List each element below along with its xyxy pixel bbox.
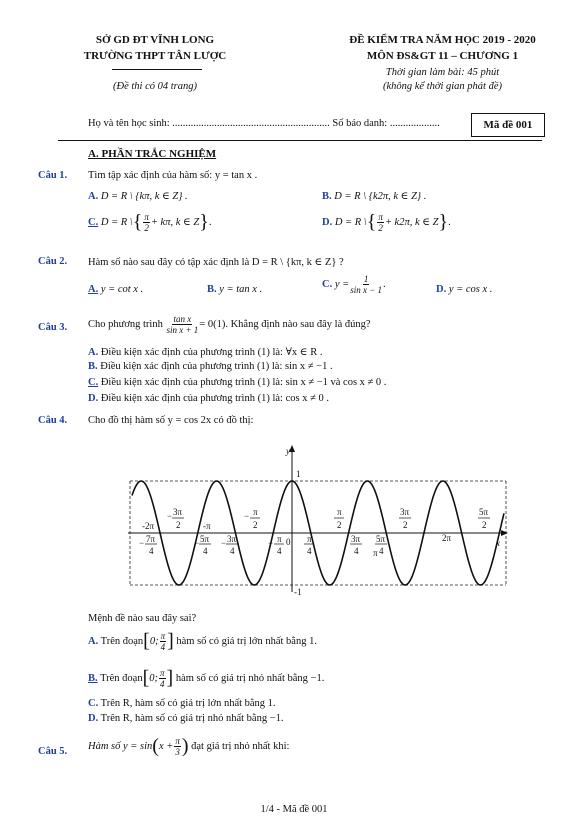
svg-text:−: − [221, 538, 227, 548]
q1-option-d: D. D = R \{ $\frac{\pi}{2}$ + k2π, k ∈ Z}. [322, 211, 451, 233]
q3-label: Câu 3. [38, 322, 68, 333]
q4-c-label: C. [88, 698, 99, 709]
svg-text:π: π [337, 507, 342, 517]
svg-text:−: − [167, 511, 173, 521]
q1-c-post: + kπ, k ∈ Z [150, 216, 200, 228]
svg-text:4: 4 [230, 546, 235, 556]
svg-text:2: 2 [403, 520, 408, 530]
q1-d-two: 2 [378, 223, 383, 233]
y-axis-label: y [286, 446, 290, 456]
q4-b-pi: π [160, 668, 165, 678]
x-axis-arrow [501, 530, 508, 536]
tick-minus-5pi-over-4 [194, 534, 211, 556]
svg-text:2: 2 [176, 520, 181, 530]
svg-text:5π: 5π [479, 507, 489, 517]
q2-option-a [88, 284, 143, 295]
label-minus-one: -1 [294, 587, 302, 597]
q4-option-c [88, 698, 276, 709]
q3-text [88, 314, 371, 335]
q4-a-pi: π [160, 631, 166, 641]
svg-text:−: − [194, 538, 200, 548]
svg-text:4: 4 [277, 546, 282, 556]
q4-d-label: D. [88, 713, 99, 724]
svg-text:7π: 7π [146, 534, 156, 544]
svg-text:2: 2 [253, 520, 258, 530]
q1-d-pre: D = R \ [334, 216, 367, 228]
q1-c-pi: π [144, 212, 149, 222]
q1-option-a [88, 190, 188, 202]
q1-option-b [322, 190, 426, 202]
q3-b-label: B. [88, 361, 98, 372]
q3-pre: Cho phương trình [88, 318, 163, 330]
svg-text:−: − [268, 538, 274, 548]
svg-text:−: − [139, 538, 145, 548]
q1-a-text: D = R \ {kπ, k ∈ Z} . [100, 191, 188, 202]
tick-minus-3pi-over-2 [167, 507, 184, 530]
svg-text:π: π [307, 534, 312, 544]
svg-text:2: 2 [337, 520, 342, 530]
q3-option-b [88, 361, 333, 372]
q3-option-c [88, 377, 386, 388]
svg-text:π: π [277, 534, 282, 544]
q4-b-zero: 0; [149, 672, 158, 684]
q1-c-label: C. [88, 216, 99, 228]
svg-text:2: 2 [482, 520, 487, 530]
q2-label: Câu 2. [38, 256, 68, 267]
exam-time-note: (không kể thời gian phát đề) [382, 81, 503, 92]
q2-b-text: y = tan x . [219, 284, 263, 295]
svg-text:4: 4 [379, 546, 384, 556]
q4-a-four: 4 [160, 642, 166, 652]
q2-c-num: 1 [363, 274, 369, 284]
q1-d-label: D. [322, 216, 333, 228]
svg-text:5π: 5π [200, 534, 210, 544]
q3-den: sin x + 1 [166, 325, 199, 335]
svg-text:π: π [373, 548, 378, 558]
tick-pi-over-2 [334, 507, 344, 530]
q3-post: = 0(1). Khẳng định nào sau đây là đúng? [199, 318, 371, 330]
svg-text:4: 4 [203, 546, 208, 556]
q4-option-d [88, 713, 284, 724]
tick-pi-label [373, 548, 378, 558]
q2-a-text: y = cot x . [100, 284, 144, 295]
label-origin: 0 [286, 537, 291, 547]
q5-text: Hàm số y = sin(x + $\frac{\pi}{3}$ ) đạt giá trị nhỏ nhất khi: [88, 735, 290, 757]
section-title: A. PHẦN TRẮC NGHIỆM [88, 148, 217, 160]
school-name: TRƯỜNG THPT TÂN LƯỢC [83, 50, 227, 62]
q5-three: 3 [175, 747, 180, 757]
q3-c-label: C. [88, 377, 99, 388]
tick-minus-3pi-over-4 [221, 534, 238, 556]
q4-option-a: A. Trên đoạn[0; $\frac{\pi}{4}$ ] hàm số có giá trị lớn nhất bằng 1. [88, 630, 317, 652]
q1-text: Tìm tập xác định của hàm số: y = tan x . [88, 170, 258, 181]
q3-b-text: Điều kiện xác định của phương trình (1) là: sin x ≠ −1 . [100, 361, 333, 372]
q4-b-pre: Trên đoạn [100, 672, 143, 684]
tick-minus-7pi-over-4 [139, 534, 157, 556]
q2-text: Hàm số nào sau đây có tập xác định là D = R \ {kπ, k ∈ Z} ? [88, 257, 344, 268]
q3-d-text: Điều kiện xác định của phương trình (1) là: cos x ≠ 0 . [100, 393, 329, 404]
tick-3pi-over-2 [399, 507, 411, 530]
q2-b-label: B. [207, 284, 217, 295]
q4-a-label: A. [88, 635, 99, 647]
svg-text:3π: 3π [400, 507, 410, 517]
label-minus-pi: -π [203, 521, 211, 531]
exam-time: Thời gian làm bài: 45 phút [385, 67, 500, 78]
q1-b-text: D = R \ {k2π, k ∈ Z} . [334, 191, 427, 202]
label-one: 1 [296, 469, 301, 479]
q5-post: đạt giá trị nhỏ nhất khi: [191, 740, 290, 752]
q5-pi: π [175, 736, 180, 746]
q3-a-text: Điều kiện xác định của phương trình (1) là: ∀x ∈ R . [100, 347, 323, 358]
q4-c-text: Trên R, hàm số có giá trị lớn nhất bằng 1. [100, 698, 276, 709]
cos2x-graph [126, 440, 510, 600]
tick-5pi-over-2 [478, 507, 490, 530]
q4-label: Câu 4. [38, 415, 68, 426]
label-minus-2pi: -2π [142, 521, 155, 531]
svg-text:4: 4 [307, 546, 312, 556]
q3-option-a [88, 346, 322, 358]
q3-d-label: D. [88, 393, 99, 404]
q1-a-label: A. [88, 191, 99, 202]
svg-text:4: 4 [149, 546, 154, 556]
q1-label: Câu 1. [38, 170, 68, 181]
q2-a-label: A. [88, 284, 99, 295]
q2-c-den: sin x − 1 [350, 285, 383, 295]
q1-d-post: + k2π, k ∈ Z [384, 216, 439, 228]
page-footer: 1/4 - Mã đề 001 [260, 804, 328, 815]
svg-text:3π: 3π [173, 507, 183, 517]
x-axis-label: x [496, 538, 500, 548]
q4-b-four: 4 [160, 679, 165, 689]
q4-text: Cho đồ thị hàm số y = cos 2x có đồ thị: [88, 415, 254, 426]
q4-b-post: hàm số có giá trị nhỏ nhất bằng −1. [175, 672, 325, 684]
svg-text:3π: 3π [227, 534, 237, 544]
dept-name: SỞ GD ĐT VĨNH LONG [95, 34, 215, 46]
label-2pi: 2π [442, 533, 452, 543]
q4-b-label: B. [88, 672, 98, 684]
q2-option-c: C. y = $\frac{1}{\text{sin x − 1}}$ . [322, 274, 386, 295]
q1-c-pre: D = R \ [100, 216, 133, 228]
tick-minus-pi-over-4 [268, 534, 284, 556]
q4-a-post: hàm số có giá trị lớn nhất bằng 1. [176, 635, 317, 647]
svg-text:3π: 3π [351, 534, 361, 544]
q4-option-b: B. Trên đoạn[0; $\frac{\pi}{4}$ ] hàm số có giá trị nhỏ nhất bằng −1. [88, 667, 325, 689]
tick-minus-pi-over-2 [244, 507, 260, 530]
q3-num: tan x [173, 314, 192, 324]
q4-a-pre: Trên đoạn [100, 635, 144, 647]
q5-x-plus: x + [158, 740, 174, 752]
q2-option-b [207, 284, 262, 295]
exam-subject: MÔN ĐS&GT 11 – CHƯƠNG 1 [366, 50, 519, 62]
q3-a-label: A. [88, 347, 99, 358]
q2-d-label: D. [436, 284, 447, 295]
q2-d-text: y = cos x . [448, 284, 493, 295]
exam-title: ĐỀ KIỂM TRA NĂM HỌC 2019 - 2020 [349, 34, 536, 46]
q4-a-zero: 0; [149, 635, 159, 647]
q5-label: Câu 5. [38, 746, 68, 757]
q1-option-c: C. D = R \{ $\frac{\pi}{2}$ + kπ, k ∈ Z}. [88, 211, 212, 233]
q1-b-label: B. [322, 191, 332, 202]
q4-question: Mệnh đề nào sau đây sai? [88, 613, 197, 624]
svg-text:π: π [253, 507, 258, 517]
svg-text:5π: 5π [376, 534, 386, 544]
svg-text:−: − [244, 511, 250, 521]
header-left-rule [112, 69, 202, 70]
tick-3pi-over-4 [350, 534, 362, 556]
header-divider [58, 140, 542, 141]
svg-text:4: 4 [354, 546, 359, 556]
q4-d-text: Trên R, hàm số có giá trị nhỏ nhất bằng −1. [100, 713, 284, 724]
q2-c-pre: y = [334, 278, 350, 290]
q2-c-label: C. [322, 278, 333, 290]
page-count-note: (Đề thi có 04 trang) [113, 81, 197, 92]
q3-option-d [88, 393, 329, 404]
student-info-line: Họ và tên học sinh: ............................................................ Số báo danh: ................... [88, 118, 440, 129]
exam-code-box: Mã đề 001 [471, 113, 545, 137]
q5-pre: Hàm số y = sin [88, 740, 153, 752]
q3-c-text: Điều kiện xác định của phương trình (1) là: sin x ≠ −1 và cos x ≠ 0 . [100, 377, 387, 388]
q2-option-d [436, 284, 492, 295]
q1-c-two: 2 [144, 223, 149, 233]
q1-d-pi: π [378, 212, 383, 222]
